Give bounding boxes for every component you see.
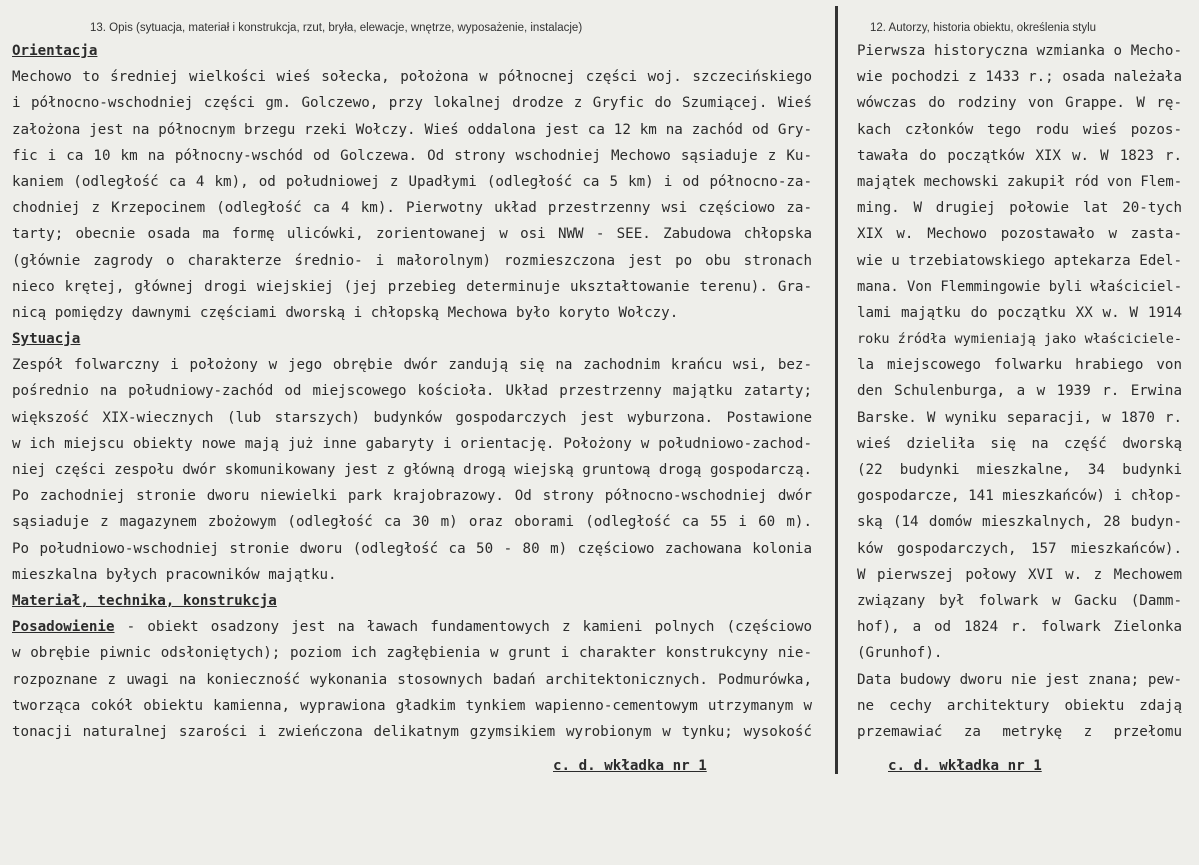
right-column-text [857,38,1182,745]
text-line: tarty; obecnie osada ma formę ulicówki, zorientowanej w osi NWW - SEE. Zabudowa chłopska [12,226,812,243]
text-line: Po południowo-wschodniej stronie dworu (odległość ca 50 - 80 m) częściowo zachowana kolonia [12,540,812,557]
text-line: Mechowo to średniej wielkości wieś sołecka, położona w północnej części woj. szczecińskiego [12,69,812,86]
text-line: (Grunhof). [857,645,943,662]
text-line: Pierwsza historyczna wzmianka o Mecho- [857,43,1182,59]
text-line: pośrednio na południowy-zachód od miejscowego kościoła. Układ przestrzenny majątku zatarty; [12,383,812,400]
text-line: związany był folwark w Gacku (Damm- [857,592,1182,609]
text-line: la miejscowego folwarku hrabiego von [857,357,1182,374]
right-continuation-note: c. d. wkładka nr 1 [888,758,1042,774]
column-divider [835,6,838,774]
text-line: wówczas do rodziny von Grappe. W rę- [857,95,1182,112]
left-column-text [12,38,812,745]
text-line: większość XIX-wiecznych (lub starszych) budynków gospodarczych jest wyburzona. Postawione [12,409,812,426]
text-line: przemawiać za metrykę z przełomu [857,723,1182,740]
text-line: ming. W drugiej połowie lat 20-tych [857,200,1182,217]
text-line: W pierwszej połowy XVI w. z Mechowem [857,566,1182,583]
text-line: mieszkalna byłych pracowników majątku. [12,566,337,583]
text-line: den Schulenburga, a w 1939 r. Erwina [857,383,1182,400]
text-line: Po zachodniej stronie dworu niewielki park krajobrazowy. Od strony północno-wschodniej dwór [12,488,812,505]
text-line: Zespół folwarczny i położony w jego obrębie dwór zandują się na zachodnim krańcu wsi, bez- [12,357,812,374]
left-column-header: 13. Opis (sytuacja, materiał i konstrukcja, rzut, bryła, elewacje, wnętrze, wyposażenie, instalacje) [90,22,583,34]
text-line: kach członków tego rodu wieś pozos- [857,121,1182,138]
text-line: i północno-wschodniej części gm. Golczewo, przy lokalnej drodze z Gryfic do Szumiącej. Wieś [12,95,812,112]
text-line: lami majątku do początku XX w. W 1914 [857,304,1182,321]
text-line: chodniej z Krzepocinem (odległość ca 4 km). Pierwotny układ przestrzenny wsi częściowo za- [12,200,812,217]
text-line: Data budowy dworu nie jest znana; pew- [857,671,1182,688]
text-line: majątek mechowski zakupił ród von Flem- [857,173,1183,190]
text-line: ską (14 domów mieszkalnych, 28 budyn- [857,514,1182,531]
text-line: wieś dzieliła się na część dworską [857,435,1182,452]
text-line: w obrębie piwnic odsłoniętych); poziom ich zagłębienia w grunt i charakter konstrukcyny nie- [12,645,812,662]
text-line: tawała do początków XIX w. W 1823 r. [857,147,1182,164]
text-line: założona jest na północnym brzegu rzeki Wołczy. Wieś oddalona jest ca 12 km na zachód od Gry- [12,121,812,138]
section-heading: Materiał, technika, konstrukcja [12,592,277,609]
right-column [857,0,1182,745]
text-line: kaniem (odległość ca 4 km), od południowej z Upadłymi (odległość ca 5 km) i od północno-za- [12,173,812,190]
text-line: gospodarcze, 141 mieszkańców) i chłop- [857,488,1182,505]
text-line: sąsiaduje z magazynem zbożowym (odległość ca 30 m) oraz oborami (odległość ca 55 i 60 m). [12,514,812,531]
text-line: tworząca cokół obiektu kamienna, wyprawiona gładkim tynkiem wapienno-cementowym utrzymanym w [12,697,812,714]
text-line: mana. Von Flemmingowie byli właściciel- [857,278,1183,295]
text-line: ne cechy architektury obiektu zdają [857,697,1182,714]
text-line: hof), a od 1824 r. folwark Zielonka [857,619,1182,636]
text-line: ków gospodarczych, 157 mieszkańców). [857,540,1182,557]
text-line: w ich miejscu obiekty nowe mają już inne gabaryty i orientację. Położony w południowo-zachod- [12,435,812,452]
text-line: Barske. W wyniku separacji, w 1870 r. [857,409,1182,426]
left-column [12,0,812,745]
text-line: tonacji naturalnej szarości i zwieńczona delikatnym gzymsikiem wyrobionym w tynku; wysokość [12,723,812,740]
subsection-lead: Posadowienie [12,619,115,636]
text-line: (głównie zagrody o charakterze średnio- i małorolnym) rozmieszczona jest po obu stronach [12,252,812,269]
text-line: rozpoznane z uwagi na konieczność wykonania stosownych badań architektonicznych. Podmurówka, [12,671,812,688]
section-heading: Orientacja [12,43,98,59]
text-line: roku źródła wymieniają jako właściciele- [857,331,1182,348]
text-line: niej części zespołu dwór skomunikowany jest z główną drogą wiejską gruntową drogą gospodarczą. [12,462,812,478]
section-heading: Sytuacja [12,331,81,348]
left-continuation-note: c. d. wkładka nr 1 [553,758,707,774]
text-line: (22 budynki mieszkalne, 34 budynki [857,462,1182,478]
text-line: nicą pomiędzy dawnymi częściami dworską i chłopską Mechowa było koryto Wołczy. [12,304,679,321]
text-line: XIX w. Mechowo pozostawało w zasta- [857,226,1182,243]
text-line: Posadowienie - obiekt osadzony jest na ławach fundamentowych z kamieni polnych (częściowo [12,619,812,636]
text-line: wie u trzebiatowskiego aptekarza Edel- [857,252,1182,269]
text-line: wie pochodzi z 1433 r.; osada należała [857,69,1182,86]
text-line: nieco krętej, głównej drogi wiejskiej (jej przebieg determinuje ukształtowanie terenu). Gra- [12,278,812,295]
text-line: fic i ca 10 km na północny-wschód od Golczewa. Od strony wschodniej Mechowo sąsiaduje z Ku- [12,147,812,164]
right-column-header: 12. Autorzy, historia obiektu, określenia stylu [870,22,1097,34]
